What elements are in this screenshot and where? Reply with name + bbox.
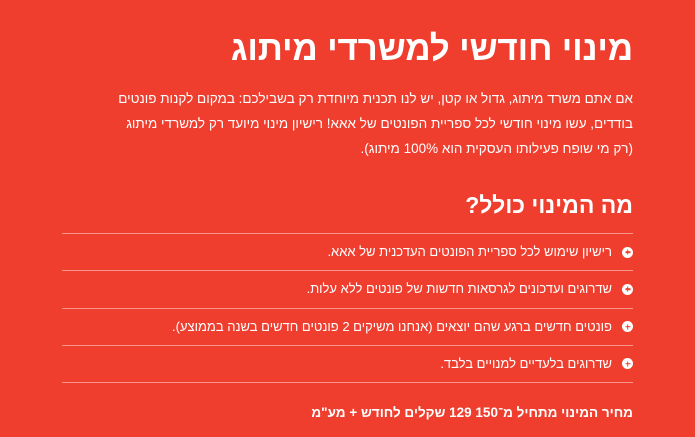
intro-paragraph bbox=[62, 87, 633, 162]
intro-line-3: (רק מי שופח פעילותו העסקית הוא 100% מיתוג). bbox=[360, 141, 633, 157]
intro-line-1: אם אתם משרד מיתוג, גדול או קטן, יש לנו תכנית מיוחדת רק בשבילכם: במקום לקנות פונטים bbox=[118, 91, 633, 107]
page-title: מינוי חודשי למשרדי מיתוג bbox=[230, 29, 633, 68]
plus-circle-icon bbox=[622, 247, 633, 258]
list-item bbox=[62, 270, 633, 307]
list-item-label: שדרוגים בלעדיים למנויים בלבד. bbox=[440, 355, 612, 371]
feature-list bbox=[62, 233, 633, 383]
intro-line-2: בודדים, עשו מינוי חודשי לכל ספריית הפונטים של אאא! רישיון מינוי מיועד רק למשרדי מיתוג bbox=[126, 116, 633, 132]
price-statement: מחיר המינוי מתחיל מ־150 129 שקלים לחודש + מע"מ bbox=[311, 404, 633, 420]
list-item-label: שדרוגים ועדכונים לגרסאות חדשות של פונטים ללא עלות. bbox=[306, 281, 612, 297]
plus-circle-icon bbox=[622, 284, 633, 295]
list-item-label: פונטים חדשים ברגע שהם יוצאים (אנחנו משיקים 2 פונטים חדשים בשנה בממוצע). bbox=[172, 318, 612, 334]
section-title-whats-included: מה המינוי כולל? bbox=[465, 192, 633, 219]
plus-circle-icon bbox=[622, 321, 633, 332]
list-item bbox=[62, 233, 633, 270]
list-item bbox=[62, 345, 633, 383]
list-item bbox=[62, 308, 633, 345]
plus-circle-icon bbox=[622, 358, 633, 369]
list-item-label: רישיון שימוש לכל ספריית הפונטים העדכנית של אאא. bbox=[327, 244, 612, 260]
